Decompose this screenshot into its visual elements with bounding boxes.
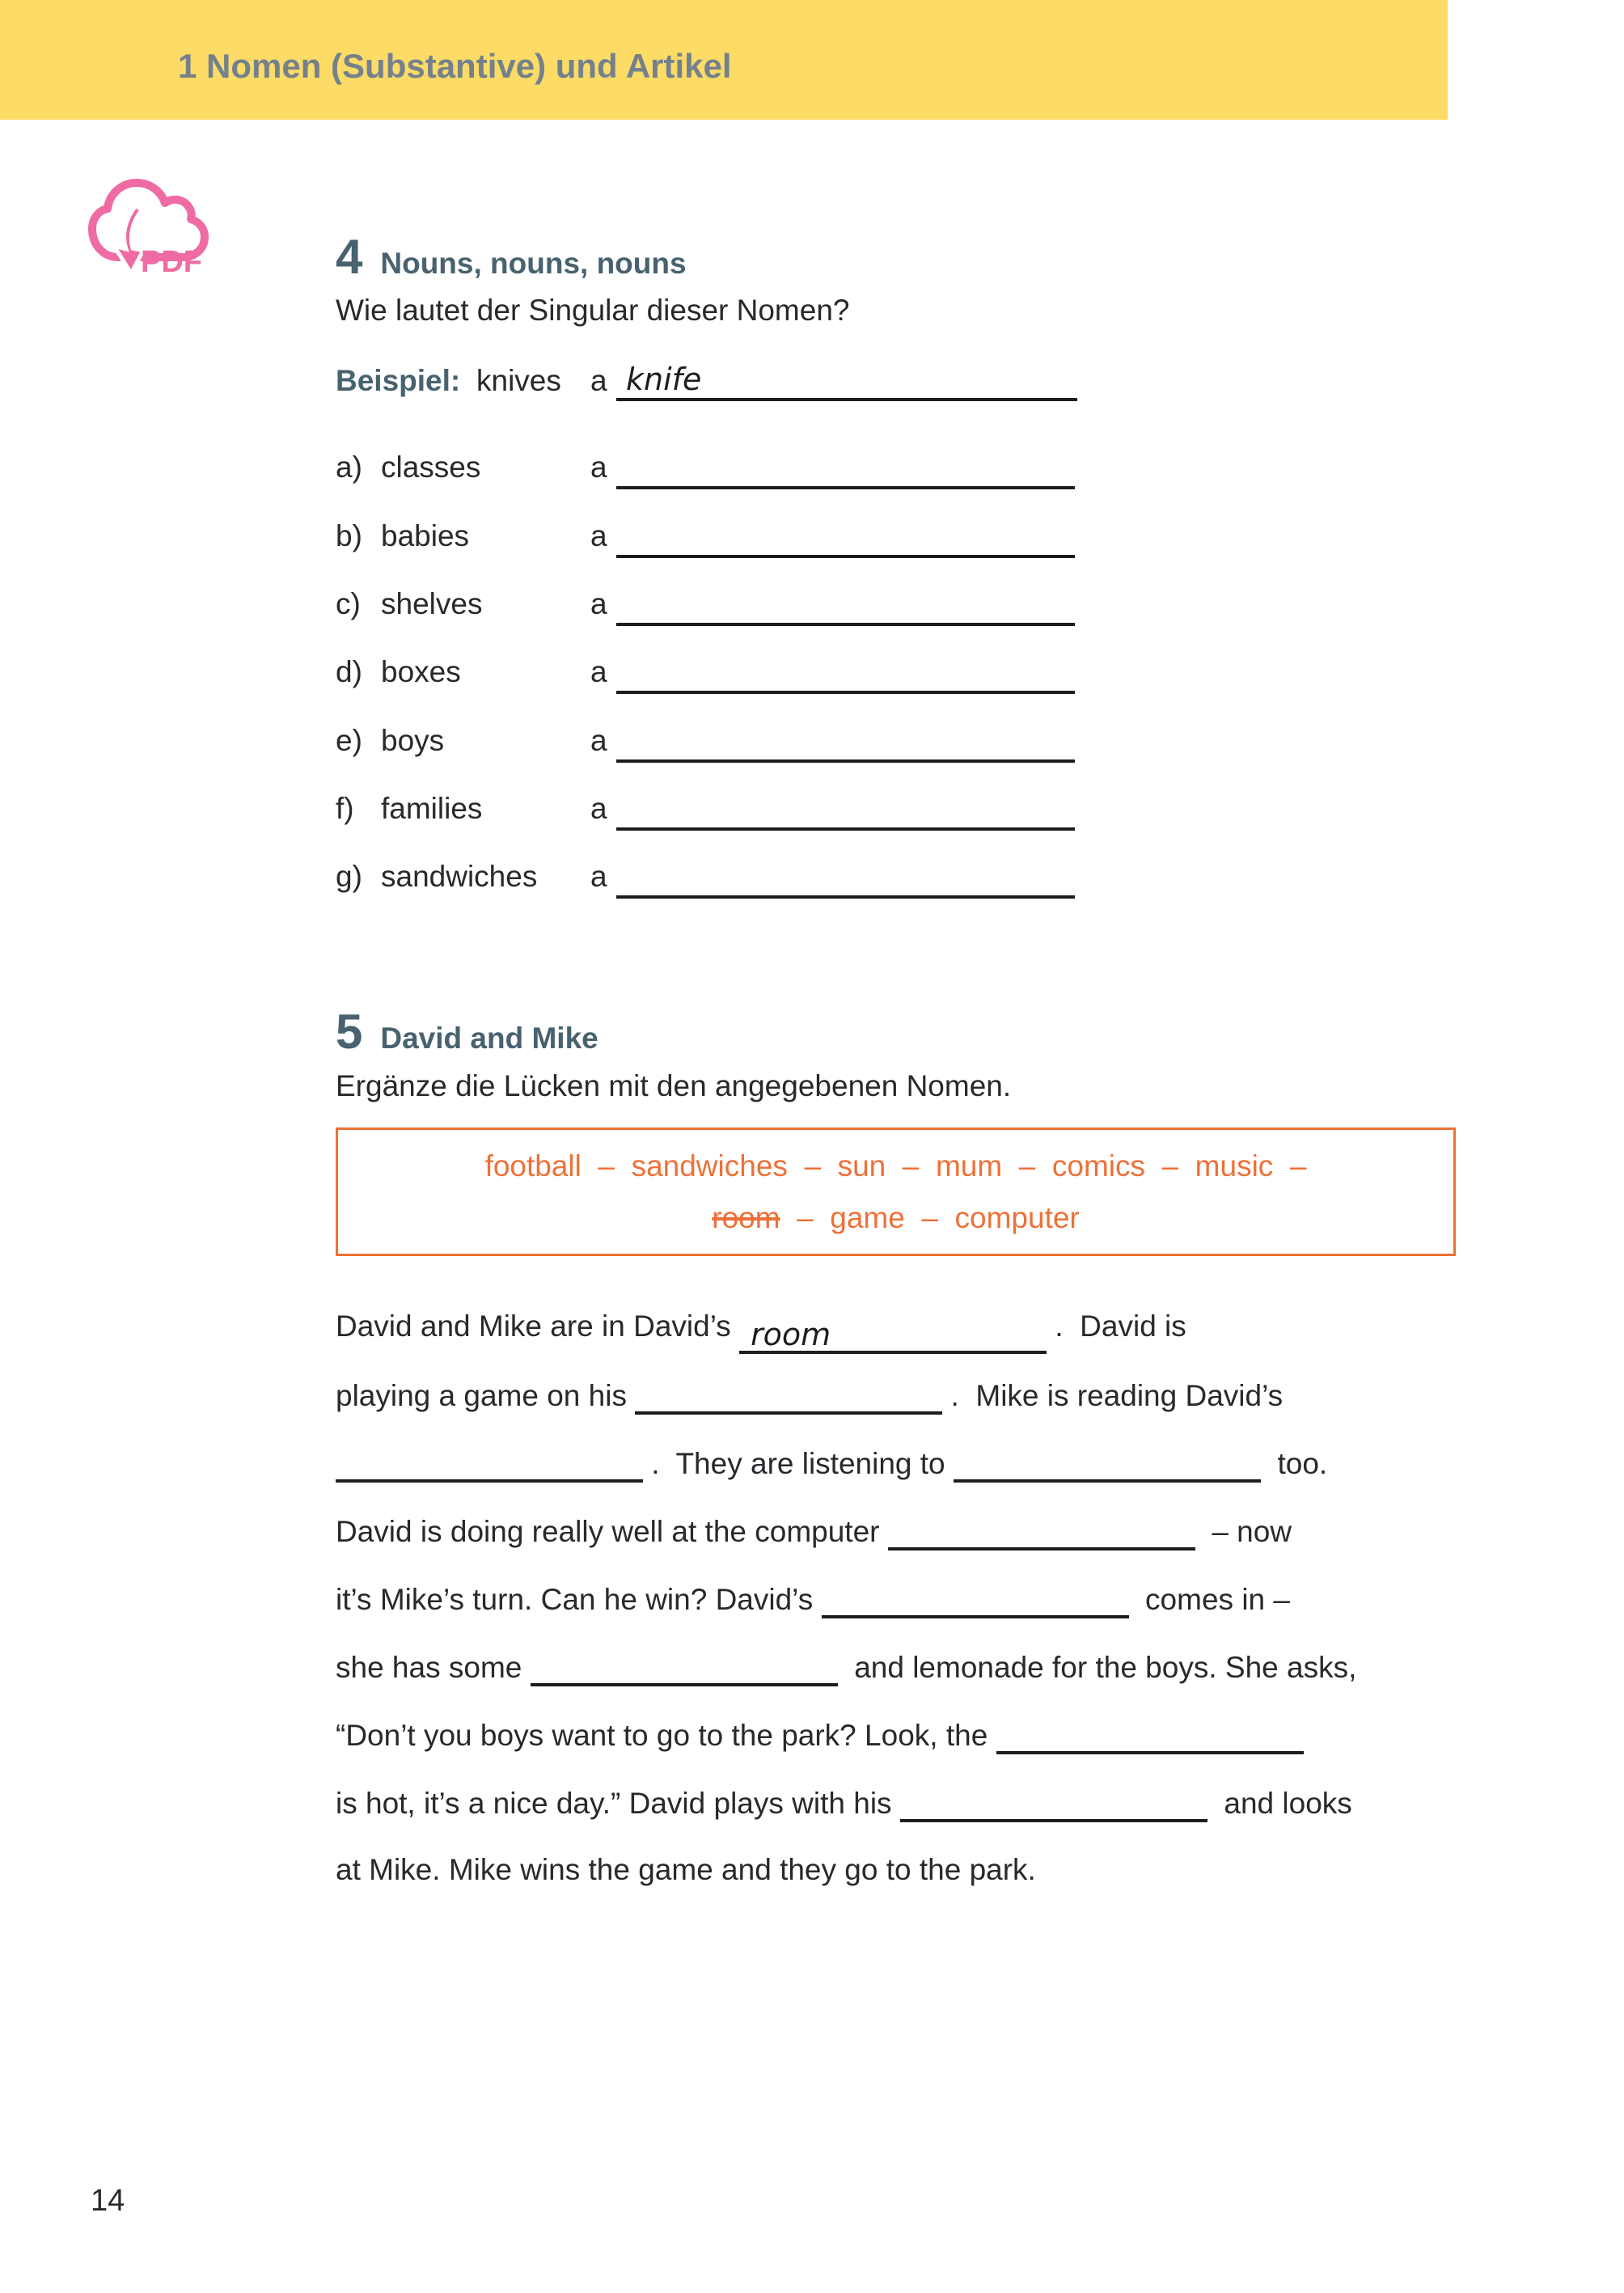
plural-word: boxes xyxy=(381,655,461,688)
story-text: and looks xyxy=(1207,1787,1352,1820)
chapter-header-bar xyxy=(0,0,1448,120)
fill-in-blank[interactable] xyxy=(822,1581,1129,1618)
story-text: she has some xyxy=(336,1651,531,1684)
article-label: a xyxy=(590,724,607,757)
plural-word: boys xyxy=(381,724,445,757)
story-text: is hot, it’s a nice day.” David plays with his xyxy=(336,1787,900,1820)
article-label: a xyxy=(590,792,607,825)
word-bank-struck-word: room xyxy=(712,1200,780,1234)
answer-line[interactable] xyxy=(616,691,1075,694)
fill-in-blank[interactable] xyxy=(739,1317,1047,1354)
fill-in-blank[interactable] xyxy=(996,1717,1304,1754)
example-plural-word: knives xyxy=(476,364,561,397)
story-text: it’s Mike’s turn. Can he win? David’s xyxy=(336,1583,822,1616)
story-line xyxy=(336,1785,1352,1822)
word-bank-line-1: football – sandwiches – sun – mum – comics – music – xyxy=(484,1149,1307,1182)
exercise5-heading xyxy=(336,1005,598,1059)
story-text: . David is xyxy=(1047,1309,1186,1343)
story-text: at Mike. Mike wins the game and they go to the park. xyxy=(336,1853,1036,1886)
fill-in-blank[interactable] xyxy=(888,1513,1195,1551)
answer-line[interactable] xyxy=(616,486,1075,489)
handwritten-answer: room xyxy=(751,1317,831,1352)
story-text: David is doing really well at the computer xyxy=(336,1515,888,1548)
article-label: a xyxy=(590,655,607,688)
page-number: 14 xyxy=(91,2184,125,2218)
item-letter: g) xyxy=(336,860,362,893)
fill-in-blank[interactable] xyxy=(531,1649,838,1686)
story-line xyxy=(336,1513,1292,1551)
story-text: comes in – xyxy=(1128,1583,1290,1616)
item-letter: f) xyxy=(336,792,354,825)
story-line xyxy=(336,1649,1356,1686)
item-letter: a) xyxy=(336,451,362,484)
answer-line[interactable] xyxy=(616,895,1075,899)
article-label: a xyxy=(590,519,607,552)
story-text: . Mike is reading David’s xyxy=(942,1379,1284,1412)
article-label: a xyxy=(590,587,607,620)
chapter-title: 1 Nomen (Substantive) und Artikel xyxy=(178,47,732,85)
item-letter: b) xyxy=(336,519,362,552)
story-text: “Don’t you boys want to go to the park? Look, the xyxy=(336,1719,996,1752)
exercise5-number: 5 xyxy=(336,1005,363,1059)
exercise4-heading xyxy=(336,230,687,284)
pdf-download-icon[interactable] xyxy=(87,173,214,283)
story-text: and lemonade for the boys. She asks, xyxy=(837,1651,1357,1684)
story-line xyxy=(336,1309,1186,1354)
exercise4-title: Nouns, nouns, nouns xyxy=(380,247,687,280)
plural-word: shelves xyxy=(381,587,483,620)
item-letter: d) xyxy=(336,655,362,688)
word-bank-line-2 xyxy=(712,1201,1080,1235)
item-letter: e) xyxy=(336,724,362,757)
exercise5-title: David and Mike xyxy=(380,1022,598,1055)
exercise5-instruction: Ergänze die Lücken mit den angegebenen Nomen. xyxy=(336,1069,1012,1102)
answer-line[interactable] xyxy=(616,555,1075,558)
answer-line[interactable] xyxy=(616,827,1075,831)
story-line xyxy=(336,1853,1036,1887)
story-line xyxy=(336,1377,1283,1415)
exercise4-number: 4 xyxy=(336,230,363,284)
article-label: a xyxy=(590,451,607,484)
answer-line[interactable] xyxy=(616,623,1075,626)
fill-in-blank[interactable] xyxy=(635,1377,942,1415)
fill-in-blank[interactable] xyxy=(954,1445,1261,1483)
story-text: too. xyxy=(1260,1447,1328,1480)
story-text: David and Mike are in David’s xyxy=(336,1309,740,1343)
story-text: playing a game on his xyxy=(336,1379,636,1412)
answer-line[interactable] xyxy=(616,759,1075,763)
handwritten-answer: knife xyxy=(626,362,702,397)
story-line xyxy=(336,1581,1290,1618)
example-answer-line[interactable] xyxy=(616,357,1077,401)
pdf-cloud-icon xyxy=(87,173,214,283)
plural-word: sandwiches xyxy=(381,860,538,893)
pdf-label: PDF xyxy=(141,245,202,279)
item-letter: c) xyxy=(336,587,361,620)
plural-word: families xyxy=(381,792,483,825)
story-line xyxy=(336,1445,1327,1483)
article-label: a xyxy=(590,860,607,893)
story-text: – now xyxy=(1195,1515,1292,1548)
plural-word: babies xyxy=(381,519,470,552)
example-article: a xyxy=(590,364,607,397)
fill-in-blank[interactable] xyxy=(336,1445,643,1483)
exercise4-instruction: Wie lautet der Singular dieser Nomen? xyxy=(336,294,850,327)
word-bank-line-2-rest: – game – computer xyxy=(780,1200,1080,1234)
plural-word: classes xyxy=(381,451,481,484)
word-bank-box xyxy=(336,1127,1456,1256)
example-label: Beispiel: xyxy=(336,364,461,397)
story-text: . They are listening to xyxy=(643,1447,954,1480)
story-line xyxy=(336,1717,1304,1754)
fill-in-blank[interactable] xyxy=(900,1785,1207,1822)
